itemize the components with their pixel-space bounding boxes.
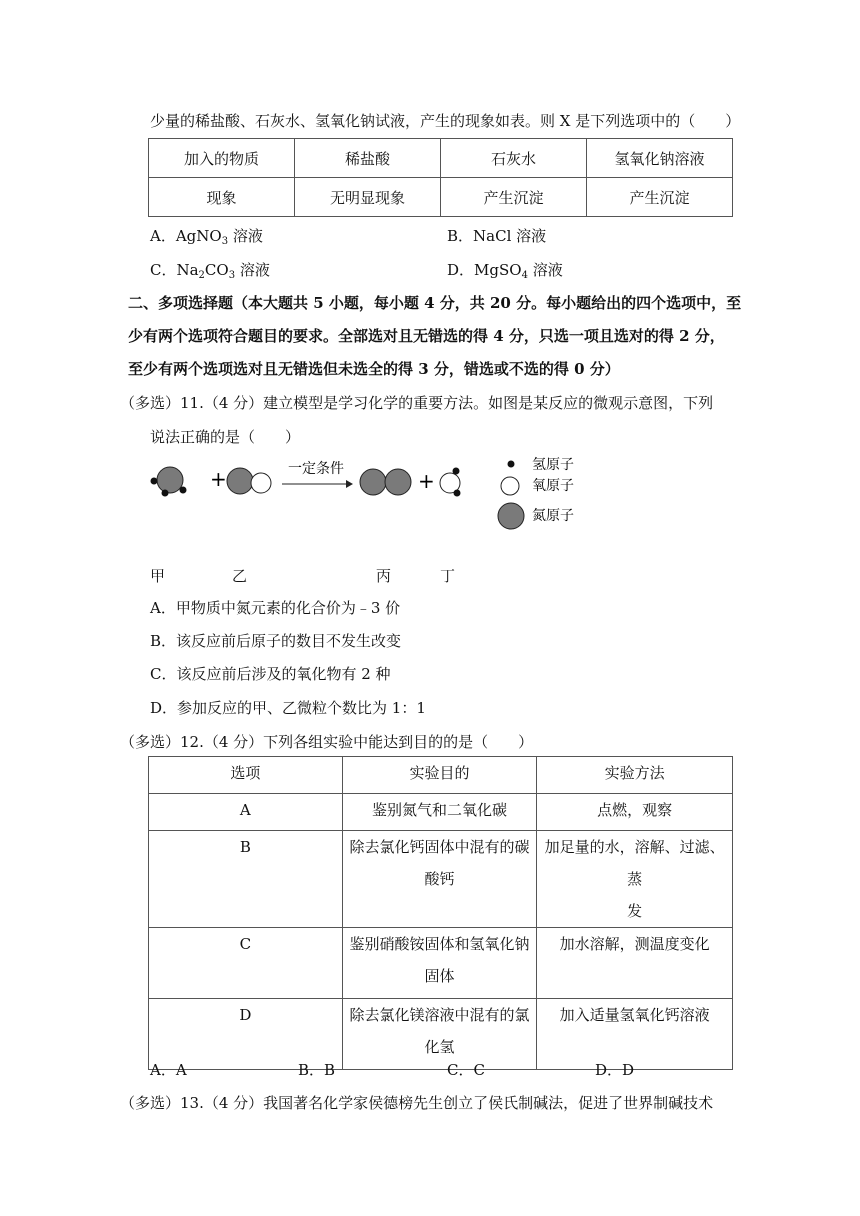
cell-line: 化氢 — [424, 1038, 455, 1056]
table-row — [149, 794, 733, 831]
table-cell: C — [149, 928, 343, 999]
table-cell — [342, 831, 537, 928]
cell-line: 加水溶解，测温度变化 — [559, 935, 710, 953]
oxygen-atom-icon — [501, 477, 519, 495]
cell-line: 固体 — [424, 967, 455, 985]
table-cell: 实验方法 — [537, 757, 733, 794]
table-cell: 加入的物质 — [149, 139, 295, 178]
table-cell — [537, 831, 733, 928]
reaction-arrow — [282, 480, 353, 488]
cell-line: 加足量的水，溶解、过滤、蒸 — [544, 838, 725, 888]
table-cell: 实验目的 — [342, 757, 537, 794]
plus-sign: + — [418, 469, 435, 493]
table-row — [149, 928, 733, 999]
q11-stem-line1: （多选）11.（4 分）建立模型是学习化学的重要方法。如图是某反应的微观示意图，下列 — [120, 394, 714, 412]
legend-label: 氮原子 — [532, 508, 574, 524]
molecule-bing — [360, 469, 411, 495]
table-cell: 无明显现象 — [295, 178, 441, 217]
q12-option-b[interactable]: B．B — [298, 1061, 336, 1079]
legend-label: 氧原子 — [532, 478, 574, 494]
option-text: D．MgSO — [447, 261, 522, 279]
option-text: CO — [204, 261, 229, 279]
q11-option-a[interactable]: A．甲物质中氮元素的化合价为﹣3 价 — [150, 599, 401, 617]
table-row — [149, 999, 733, 1070]
table-row — [149, 178, 733, 217]
molecule-yi — [227, 468, 271, 494]
option-text: 溶液 — [235, 261, 270, 279]
q10-option-d[interactable] — [447, 259, 563, 281]
hydrogen-atom-icon — [508, 461, 515, 468]
table-row — [149, 757, 733, 794]
reaction-condition: 一定条件 — [288, 461, 344, 477]
table-cell: 产生沉淀 — [587, 178, 733, 217]
table-cell: 选项 — [149, 757, 343, 794]
table-cell — [537, 928, 733, 999]
table-cell: B — [149, 831, 343, 928]
option-text: 溶液 — [527, 261, 563, 279]
section2-line2: 少有两个选项符合题目的要求。全部选对且无错选的得 4 分，只选一项且选对的得 2 分， — [128, 327, 725, 345]
table-cell: 产生沉淀 — [441, 178, 587, 217]
q10-option-a[interactable] — [150, 225, 263, 247]
q12-table — [148, 756, 733, 1070]
label-bing: 丙 — [376, 567, 392, 585]
legend-label: 氢原子 — [532, 457, 574, 473]
q11-stem-line2: 说法正确的是（ ） — [150, 428, 301, 446]
table-cell: 石灰水 — [441, 139, 587, 178]
table-cell — [537, 999, 733, 1070]
molecule-ding — [440, 468, 461, 497]
legend — [498, 457, 574, 529]
table-cell — [342, 999, 537, 1070]
cell-line: 酸钙 — [424, 870, 455, 888]
table-cell — [342, 928, 537, 999]
reaction-diagram — [140, 448, 600, 538]
molecule-jia — [151, 467, 187, 497]
cell-line: 除去氯化镁溶液中混有的氯 — [349, 1006, 530, 1024]
table-cell: D — [149, 999, 343, 1070]
table-cell — [342, 794, 537, 831]
cell-line: 鉴别硝酸铵固体和氢氧化钠 — [349, 935, 530, 953]
label-yi: 乙 — [232, 567, 248, 585]
subscript: 4 — [521, 270, 528, 281]
subscript: 3 — [228, 270, 236, 281]
q10-intro: 少量的稀盐酸、石灰水、氢氧化钠试液，产生的现象如表。则 X 是下列选项中的（ ） — [150, 112, 741, 130]
q11-option-d[interactable]: D．参加反应的甲、乙微粒个数比为 1：1 — [150, 699, 426, 717]
q12-option-c[interactable]: C．C — [447, 1061, 485, 1079]
section2-line3: 至少有两个选项选对且无错选但未选全的得 3 分，错选或不选的得 0 分） — [128, 360, 620, 378]
q12-option-d[interactable]: D．D — [595, 1061, 635, 1079]
table-row — [149, 139, 733, 178]
q12-stem: （多选）12.（4 分）下列各组实验中能达到目的的是（ ） — [120, 733, 534, 751]
table-cell: 稀盐酸 — [295, 139, 441, 178]
option-text: A．AgNO — [150, 227, 222, 245]
q10-table — [148, 138, 733, 217]
table-cell: 氢氧化钠溶液 — [587, 139, 733, 178]
subscript: 2 — [198, 270, 205, 281]
q12-option-a[interactable]: A．A — [150, 1061, 187, 1079]
option-text: 溶液 — [228, 227, 263, 245]
nitrogen-atom-icon — [498, 503, 524, 529]
label-ding: 丁 — [440, 567, 456, 585]
cell-line: 加入适量氢氧化钙溶液 — [559, 1006, 710, 1024]
plus-sign: + — [210, 467, 227, 491]
q11-option-b[interactable]: B．该反应前后原子的数目不发生改变 — [150, 632, 402, 650]
table-row — [149, 831, 733, 928]
q10-option-b[interactable]: B．NaCl 溶液 — [447, 227, 547, 245]
cell-line: 除去氯化钙固体中混有的碳 — [349, 838, 530, 856]
cell-line: 鉴别氮气和二氧化碳 — [371, 801, 507, 819]
subscript: 3 — [221, 236, 229, 247]
label-jia: 甲 — [150, 567, 166, 585]
q13-stem: （多选）13.（4 分）我国著名化学家侯德榜先生创立了侯氏制碱法，促进了世界制碱技术 — [120, 1094, 714, 1112]
q10-option-c[interactable] — [150, 259, 270, 281]
cell-line: 点燃，观察 — [597, 801, 673, 819]
table-cell: A — [149, 794, 343, 831]
cell-line: 发 — [627, 902, 643, 920]
section2-line1: 二、多项选择题（本大题共 5 小题，每小题 4 分，共 20 分。每小题给出的四个选项中，至 — [128, 294, 742, 312]
table-cell: 现象 — [149, 178, 295, 217]
option-text: C．Na — [150, 261, 199, 279]
table-cell — [537, 794, 733, 831]
q11-option-c[interactable]: C．该反应前后涉及的氧化物有 2 种 — [150, 665, 391, 683]
